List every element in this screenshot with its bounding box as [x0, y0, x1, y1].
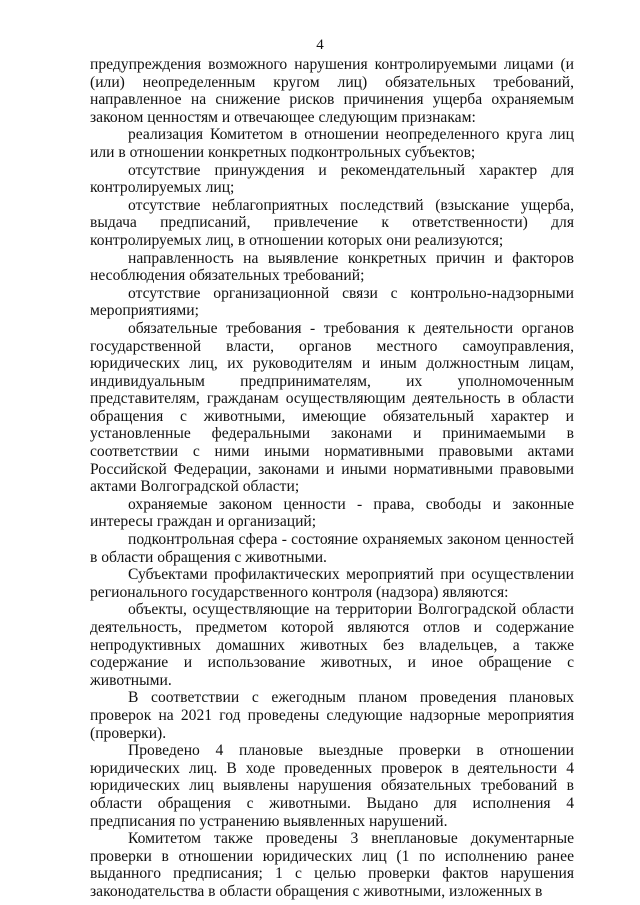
- paragraph: отсутствие принуждения и рекомендательный характер для контролируемых лиц;: [90, 161, 574, 197]
- paragraph: Субъектами профилактических мероприятий при осуществлении регионального государственного контроля (надзора) являются:: [90, 566, 574, 601]
- paragraph: обязательные требования - требования к деятельности органов государственной власти, органов местного самоуправления, юридических лиц, их руководителям и иным должностным лицам, индивидуальным предпринимателям, их уполномоченным представителям, гражданам осуществляющим деятельность в области обращения с животными, имеющие обязательный характер и установленные федеральными законами и принимаемыми в соответствии с ними иными нормативными правовыми актами Российской Федерации, законами и иными нормативными правовыми актами Волгоградской области;: [90, 319, 574, 496]
- paragraph: охраняемые законом ценности - права, свободы и законные интересы граждан и организаций;: [90, 495, 574, 531]
- paragraph: отсутствие организационной связи с контрольно-надзорными мероприятиями;: [90, 284, 574, 320]
- paragraph: реализация Комитетом в отношении неопределенного круга лиц или в отношении конкретных подконтрольных субъектов;: [90, 126, 574, 161]
- paragraph: направленность на выявление конкретных причин и факторов несоблюдения обязательных требований;: [90, 249, 574, 285]
- paragraph: В соответствии с ежегодным планом проведения плановых проверок на 2021 год проведены следующие надзорные мероприятия (проверки).: [90, 689, 574, 742]
- paragraph: подконтрольная сфера - состояние охраняемых законом ценностей в области обращения с животными.: [90, 531, 574, 566]
- body-text: [90, 56, 574, 901]
- paragraph: предупреждения возможного нарушения контролируемыми лицами (и (или) неопределенным кругом лиц) обязательных требований, направленное на снижение рисков причинения ущерба охраняемым законом ценностям и отвечающее следующим признакам:: [90, 56, 574, 126]
- page-number: 4: [316, 37, 324, 53]
- paragraph: отсутствие неблагоприятных последствий (взыскание ущерба, выдача предписаний, привлечение к ответственности) для контролируемых лиц, в отношении которых они реализуются;: [90, 196, 574, 249]
- paragraph: Проведено 4 плановые выездные проверки в отношении юридических лиц. В ходе проведенных проверок в деятельности 4 юридических лиц выявлены нарушения обязательных требований в области обращения с животными. Выдано для исполнения 4 предписания по устранению выявленных нарушений.: [90, 742, 574, 830]
- paragraph: Комитетом также проведены 3 внеплановые документарные проверки в отношении юридических лиц (1 по исполнению ранее выданного предписания; 1 с целью проверки фактов нарушения законодательства в области обращения с животными, изложенных в: [90, 830, 574, 900]
- paragraph: объекты, осуществляющие на территории Волгоградской области деятельность, предметом которой являются отлов и содержание непродуктивных домашних животных без владельцев, а также содержание и использование животных, и иное обращение с животными.: [90, 601, 574, 689]
